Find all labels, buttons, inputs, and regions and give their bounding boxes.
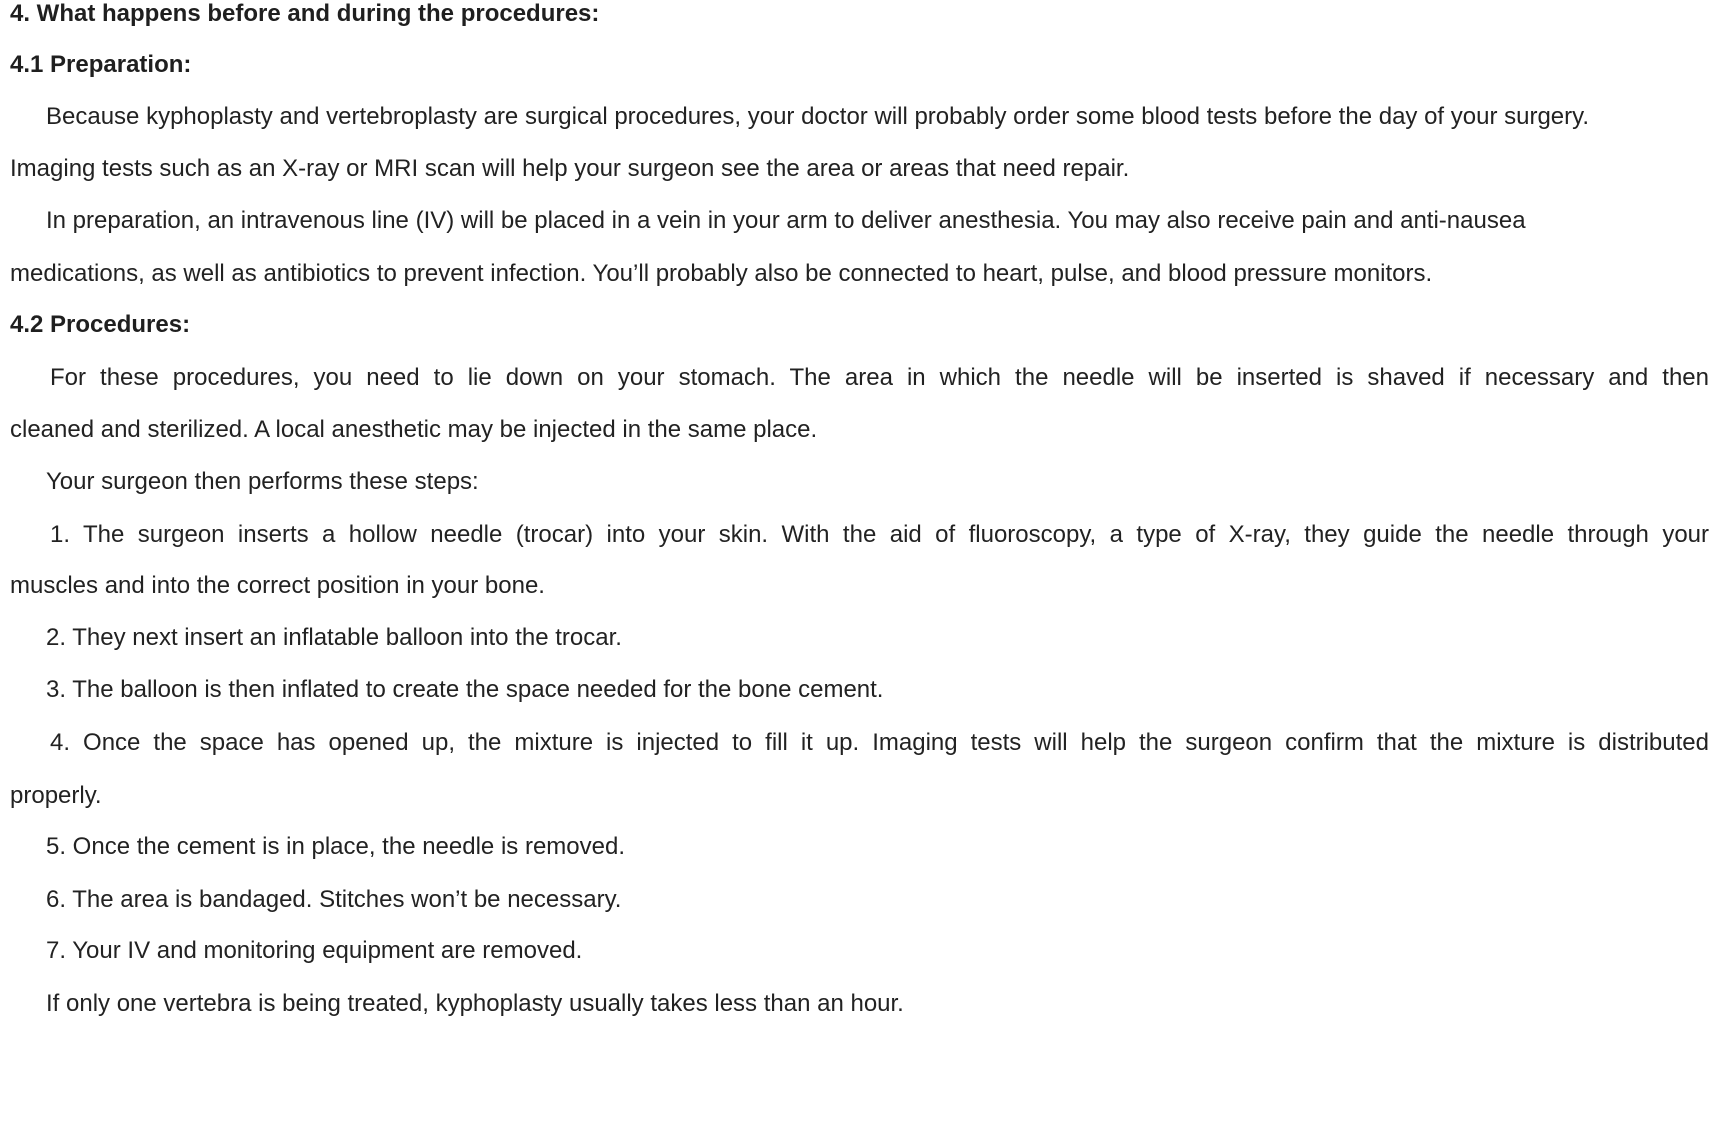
step-5: 5. Once the cement is in place, the needle is removed. (46, 833, 625, 860)
step-4-line-2: properly. (10, 782, 102, 809)
step-7: 7. Your IV and monitoring equipment are removed. (46, 937, 583, 964)
prep-paragraph-1-line-2: Imaging tests such as an X-ray or MRI scan will help your surgeon see the area or areas that need repair. (10, 155, 1130, 182)
step-1-line-1: 1. The surgeon inserts a hollow needle (trocar) into your skin. With the aid of fluoroscopy, a type of X-ray, they guide the needle through your (50, 521, 1709, 548)
prep-paragraph-2-line-1: In preparation, an intravenous line (IV) will be placed in a vein in your arm to deliver anesthesia. You may also receive pain and anti-nausea (46, 207, 1526, 234)
section-heading: 4. What happens before and during the procedures: (10, 0, 600, 27)
step-3: 3. The balloon is then inflated to create the space needed for the bone cement. (46, 676, 884, 703)
step-6: 6. The area is bandaged. Stitches won’t be necessary. (46, 886, 622, 913)
step-1-line-2: muscles and into the correct position in your bone. (10, 572, 545, 599)
steps-intro: Your surgeon then performs these steps: (46, 468, 479, 495)
procedures-heading: 4.2 Procedures: (10, 311, 191, 338)
prep-paragraph-2-line-2: medications, as well as antibiotics to prevent infection. You’ll probably also be connected to heart, pulse, and blood pressure monitors. (10, 260, 1433, 287)
closing-sentence: If only one vertebra is being treated, kyphoplasty usually takes less than an hour. (46, 990, 904, 1017)
proc-paragraph-1-line-1: For these procedures, you need to lie down on your stomach. The area in which the needle will be inserted is shaved if necessary and then (50, 364, 1709, 391)
preparation-heading: 4.1 Preparation: (10, 51, 192, 78)
step-4-line-1: 4. Once the space has opened up, the mixture is injected to fill it up. Imaging tests will help the surgeon confirm that the mixture is distributed (50, 729, 1709, 756)
proc-paragraph-1-line-2: cleaned and sterilized. A local anesthetic may be injected in the same place. (10, 416, 818, 443)
step-2: 2. They next insert an inflatable balloon into the trocar. (46, 624, 622, 651)
prep-paragraph-1-line-1: Because kyphoplasty and vertebroplasty are surgical procedures, your doctor will probably order some blood tests before the day of your surgery. (46, 103, 1590, 130)
